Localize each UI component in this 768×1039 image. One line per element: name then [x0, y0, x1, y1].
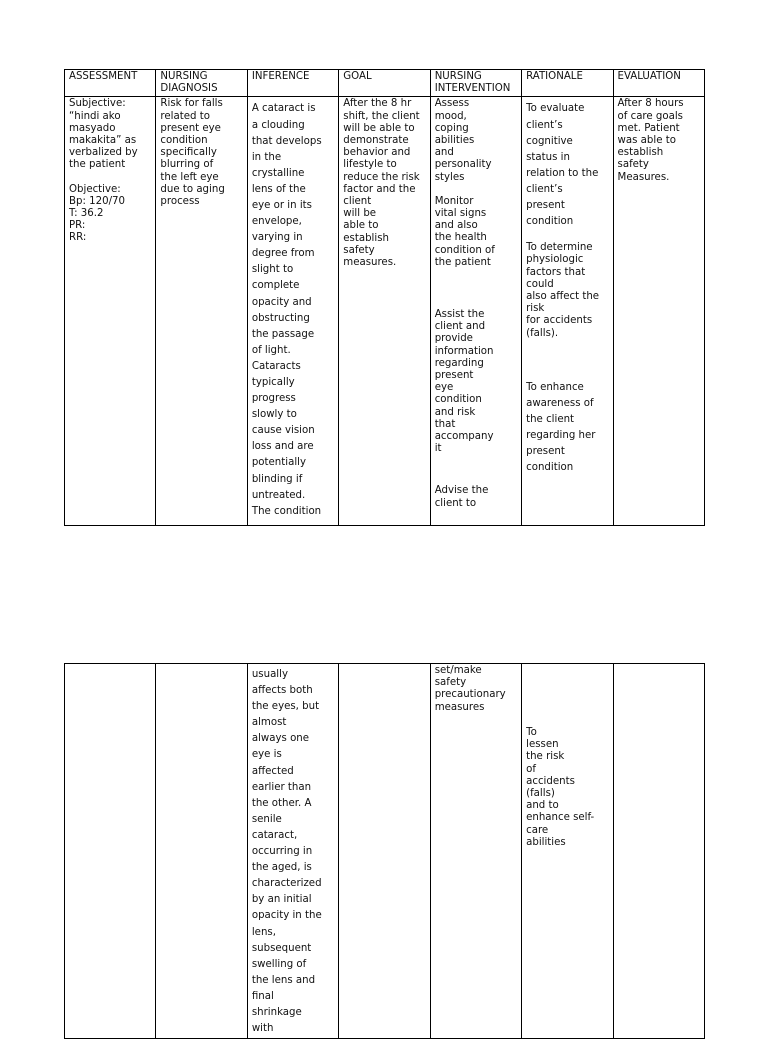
- rationale-1: To evaluate client’s cognitive status in relation to the client’s present condition: [526, 103, 599, 228]
- assessment-cell: [65, 97, 156, 526]
- rationale-cell-continued: [522, 664, 613, 1039]
- evaluation-cell: [613, 97, 704, 526]
- rationale-cell: [522, 97, 613, 526]
- header-inference: INFERENCE: [247, 70, 338, 97]
- header-assessment: ASSESSMENT: [65, 70, 156, 97]
- table-row: [65, 97, 705, 526]
- assessment-cell-continued: [65, 664, 156, 1039]
- evaluation-text: After 8 hours of care goals met. Patient was able to establish safety Measures.: [617, 98, 684, 183]
- rationale-continued: To lessen the risk of accidents (falls) and to enhance self- care abilities: [526, 727, 595, 848]
- goal-cell: [339, 97, 430, 526]
- intervention-continued: set/make safety precautionary measures: [434, 665, 506, 713]
- intervention-cell: [430, 97, 521, 526]
- rationale-3: To enhance awareness of the client regarding her present condition: [526, 381, 596, 474]
- header-evaluation: EVALUATION: [613, 70, 704, 97]
- diagnosis-text: Risk for falls related to present eye condition specifically blurring of the left eye due to aging process: [160, 98, 225, 208]
- header-goal: GOAL: [339, 70, 430, 97]
- intervention-cell-continued: [430, 664, 521, 1039]
- inference-cell: [247, 97, 338, 526]
- header-nursing-diagnosis: NURSING DIAGNOSIS: [156, 70, 247, 97]
- inference-text: A cataract is a clouding that develops in the crystalline lens of the eye or in its envelope, varying in degree from slight to complete opacity and obstructing the passage of light. Cataracts typically progress slowly to cause vision loss and are potentially blinding if untreated. The condition: [251, 103, 322, 517]
- table-header-row: [65, 70, 705, 97]
- care-plan-table-page-1: [64, 69, 705, 526]
- intervention-4: Advise the client to: [434, 485, 489, 509]
- diagnosis-cell-continued: [156, 664, 247, 1039]
- assessment-subjective: Subjective: “hindi ako masyado makakita” as verbalized by the patient: [69, 98, 138, 171]
- assessment-objective: Objective: Bp: 120/70 T: 36.2 PR: RR:: [69, 183, 125, 244]
- diagnosis-cell: [156, 97, 247, 526]
- inference-cell-continued: [247, 664, 338, 1039]
- header-rationale: RATIONALE: [522, 70, 613, 97]
- evaluation-cell-continued: [613, 664, 704, 1039]
- goal-text: After the 8 hr shift, the client will be able to demonstrate behavior and lifestyle to reduce the risk factor and the client will be able to establish safety measures.: [343, 98, 420, 269]
- inference-text-continued: usually affects both the eyes, but almost always one eye is affected earlier than the other. A senile cataract, occurring in the aged, is characterized by an initial opacity in the lens, subsequent swelling of the lens and final shrinkage with: [251, 669, 322, 1035]
- intervention-3: Assist the client and provide information regarding present eye condition and risk that accompany it: [434, 309, 494, 455]
- header-nursing-intervention: NURSING INTERVENTION: [430, 70, 521, 97]
- care-plan-table-page-2: [64, 663, 705, 1039]
- intervention-1: Assess mood, coping abilities and personality styles: [434, 98, 492, 183]
- goal-cell-continued: [339, 664, 430, 1039]
- table-row: [65, 664, 705, 1039]
- intervention-2: Monitor vital signs and also the health condition of the patient: [434, 195, 495, 268]
- rationale-2: To determine physiologic factors that could also affect the risk for accidents (falls).: [526, 242, 600, 339]
